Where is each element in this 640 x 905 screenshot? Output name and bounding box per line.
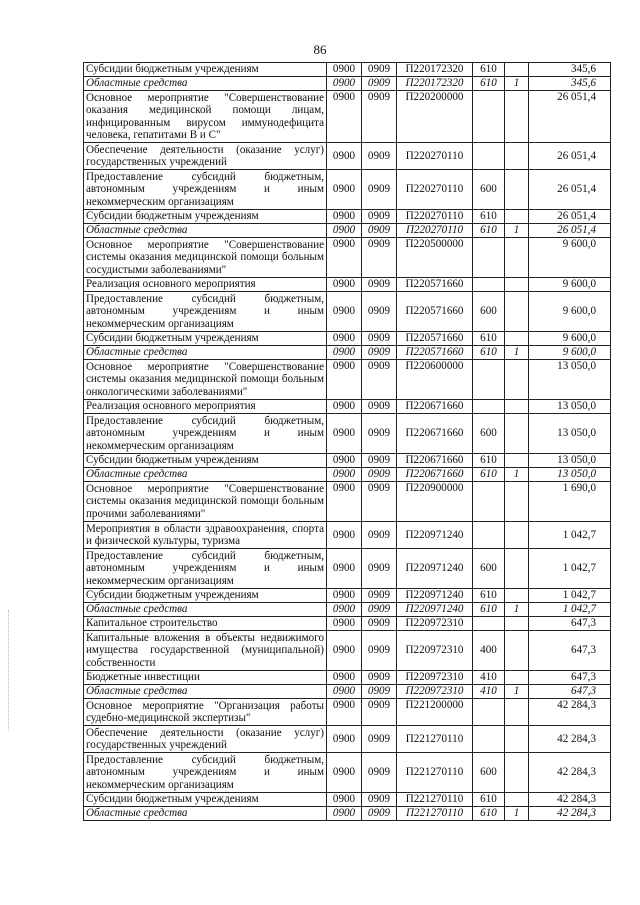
program-code-cell: 0900 xyxy=(327,360,362,400)
funding-source-cell xyxy=(505,753,529,793)
program-code-cell: 0900 xyxy=(327,143,362,170)
expense-type-cell: 610 xyxy=(473,793,505,807)
target-article-cell: П220971240 xyxy=(397,589,473,603)
amount-cell: 1 042,7 xyxy=(529,522,611,549)
table-row xyxy=(84,685,611,699)
section-code-cell: 0909 xyxy=(362,482,397,522)
target-article-cell: П220270110 xyxy=(397,210,473,224)
target-article-cell: П220971240 xyxy=(397,549,473,589)
target-article-cell: П220270110 xyxy=(397,224,473,238)
row-name-cell: Субсидии бюджетным учреждениям xyxy=(84,589,327,603)
scan-edge-marks xyxy=(8,610,10,730)
section-code-cell: 0909 xyxy=(362,468,397,482)
expense-type-cell: 610 xyxy=(473,224,505,238)
expense-type-cell: 610 xyxy=(473,468,505,482)
row-name-cell: Реализация основного мероприятия xyxy=(84,278,327,292)
funding-source-cell xyxy=(505,210,529,224)
expense-type-cell: 410 xyxy=(473,685,505,699)
program-code-cell: 0900 xyxy=(327,400,362,414)
amount-cell: 26 051,4 xyxy=(529,224,611,238)
target-article-cell: П220671660 xyxy=(397,400,473,414)
funding-source-cell xyxy=(505,400,529,414)
amount-cell: 647,3 xyxy=(529,671,611,685)
expense-type-cell: 410 xyxy=(473,671,505,685)
row-name-cell: Основное мероприятие "Совершенствование системы оказания медицинской помощи больным онкологическими заболеваниями" xyxy=(84,360,327,400)
target-article-cell: П220971240 xyxy=(397,522,473,549)
row-name-cell: Предоставление субсидий бюджетным, автономным учреждениям и иным некоммерческим организациям xyxy=(84,753,327,793)
expense-type-cell: 610 xyxy=(473,589,505,603)
funding-source-cell xyxy=(505,454,529,468)
expense-type-cell xyxy=(473,143,505,170)
target-article-cell: П221270110 xyxy=(397,753,473,793)
program-code-cell: 0900 xyxy=(327,278,362,292)
funding-source-cell xyxy=(505,360,529,400)
section-code-cell: 0909 xyxy=(362,522,397,549)
target-article-cell: П221200000 xyxy=(397,699,473,726)
table-row xyxy=(84,589,611,603)
table-row xyxy=(84,522,611,549)
row-name-cell: Капитальные вложения в объекты недвижимого имущества государственной (муниципальной) собственности xyxy=(84,631,327,671)
section-code-cell: 0909 xyxy=(362,617,397,631)
section-code-cell: 0909 xyxy=(362,699,397,726)
table-row xyxy=(84,360,611,400)
expense-type-cell: 610 xyxy=(473,332,505,346)
target-article-cell: П220972310 xyxy=(397,685,473,699)
amount-cell: 42 284,3 xyxy=(529,699,611,726)
table-row xyxy=(84,332,611,346)
table-row xyxy=(84,468,611,482)
expense-type-cell: 600 xyxy=(473,170,505,210)
budget-table xyxy=(83,62,611,821)
funding-source-cell xyxy=(505,549,529,589)
funding-source-cell xyxy=(505,63,529,77)
target-article-cell: П220270110 xyxy=(397,170,473,210)
funding-source-cell: 1 xyxy=(505,77,529,91)
table-row xyxy=(84,210,611,224)
funding-source-cell: 1 xyxy=(505,468,529,482)
table-row xyxy=(84,77,611,91)
table-row xyxy=(84,617,611,631)
section-code-cell: 0909 xyxy=(362,292,397,332)
section-code-cell: 0909 xyxy=(362,91,397,143)
section-code-cell: 0909 xyxy=(362,238,397,278)
table-row xyxy=(84,807,611,821)
expense-type-cell xyxy=(473,91,505,143)
section-code-cell: 0909 xyxy=(362,400,397,414)
target-article-cell: П221270110 xyxy=(397,807,473,821)
program-code-cell: 0900 xyxy=(327,603,362,617)
funding-source-cell xyxy=(505,671,529,685)
expense-type-cell: 600 xyxy=(473,753,505,793)
amount-cell: 13 050,0 xyxy=(529,454,611,468)
section-code-cell: 0909 xyxy=(362,549,397,589)
funding-source-cell xyxy=(505,170,529,210)
amount-cell: 42 284,3 xyxy=(529,793,611,807)
table-row xyxy=(84,414,611,454)
row-name-cell: Реализация основного мероприятия xyxy=(84,400,327,414)
section-code-cell: 0909 xyxy=(362,793,397,807)
amount-cell: 1 690,0 xyxy=(529,482,611,522)
row-name-cell: Предоставление субсидий бюджетным, автономным учреждениям и иным некоммерческим организациям xyxy=(84,170,327,210)
funding-source-cell: 1 xyxy=(505,224,529,238)
row-name-cell: Предоставление субсидий бюджетным, автономным учреждениям и иным некоммерческим организациям xyxy=(84,292,327,332)
program-code-cell: 0900 xyxy=(327,332,362,346)
funding-source-cell: 1 xyxy=(505,603,529,617)
program-code-cell: 0900 xyxy=(327,210,362,224)
funding-source-cell: 1 xyxy=(505,346,529,360)
section-code-cell: 0909 xyxy=(362,143,397,170)
amount-cell: 13 050,0 xyxy=(529,400,611,414)
row-name-cell: Областные средства xyxy=(84,807,327,821)
expense-type-cell: 600 xyxy=(473,292,505,332)
expense-type-cell: 610 xyxy=(473,63,505,77)
expense-type-cell xyxy=(473,522,505,549)
row-name-cell: Областные средства xyxy=(84,603,327,617)
section-code-cell: 0909 xyxy=(362,210,397,224)
amount-cell: 13 050,0 xyxy=(529,360,611,400)
funding-source-cell xyxy=(505,238,529,278)
target-article-cell: П220971240 xyxy=(397,603,473,617)
table-row xyxy=(84,63,611,77)
target-article-cell: П220571660 xyxy=(397,332,473,346)
table-row xyxy=(84,726,611,753)
table-row xyxy=(84,238,611,278)
table-row xyxy=(84,793,611,807)
expense-type-cell xyxy=(473,238,505,278)
program-code-cell: 0900 xyxy=(327,699,362,726)
row-name-cell: Областные средства xyxy=(84,468,327,482)
funding-source-cell: 1 xyxy=(505,685,529,699)
section-code-cell: 0909 xyxy=(362,170,397,210)
program-code-cell: 0900 xyxy=(327,671,362,685)
program-code-cell: 0900 xyxy=(327,589,362,603)
amount-cell: 647,3 xyxy=(529,685,611,699)
target-article-cell: П220200000 xyxy=(397,91,473,143)
funding-source-cell: 1 xyxy=(505,807,529,821)
row-name-cell: Предоставление субсидий бюджетным, автономным учреждениям и иным некоммерческим организациям xyxy=(84,414,327,454)
table-row xyxy=(84,603,611,617)
section-code-cell: 0909 xyxy=(362,454,397,468)
funding-source-cell xyxy=(505,589,529,603)
section-code-cell: 0909 xyxy=(362,224,397,238)
target-article-cell: П220671660 xyxy=(397,454,473,468)
expense-type-cell: 600 xyxy=(473,549,505,589)
section-code-cell: 0909 xyxy=(362,332,397,346)
amount-cell: 26 051,4 xyxy=(529,91,611,143)
amount-cell: 9 600,0 xyxy=(529,346,611,360)
table-row xyxy=(84,753,611,793)
table-row xyxy=(84,278,611,292)
target-article-cell: П220671660 xyxy=(397,414,473,454)
table-body xyxy=(84,63,611,821)
row-name-cell: Областные средства xyxy=(84,77,327,91)
row-name-cell: Субсидии бюджетным учреждениям xyxy=(84,793,327,807)
row-name-cell: Субсидии бюджетным учреждениям xyxy=(84,210,327,224)
amount-cell: 345,6 xyxy=(529,77,611,91)
amount-cell: 26 051,4 xyxy=(529,143,611,170)
target-article-cell: П220600000 xyxy=(397,360,473,400)
section-code-cell: 0909 xyxy=(362,346,397,360)
expense-type-cell xyxy=(473,278,505,292)
amount-cell: 13 050,0 xyxy=(529,414,611,454)
table-row xyxy=(84,671,611,685)
target-article-cell: П221270110 xyxy=(397,726,473,753)
table-row xyxy=(84,292,611,332)
program-code-cell: 0900 xyxy=(327,63,362,77)
target-article-cell: П220172320 xyxy=(397,77,473,91)
target-article-cell: П221270110 xyxy=(397,793,473,807)
row-name-cell: Обеспечение деятельности (оказание услуг) государственных учреждений xyxy=(84,726,327,753)
target-article-cell: П220671660 xyxy=(397,468,473,482)
program-code-cell: 0900 xyxy=(327,170,362,210)
funding-source-cell xyxy=(505,631,529,671)
amount-cell: 345,6 xyxy=(529,63,611,77)
amount-cell: 647,3 xyxy=(529,631,611,671)
funding-source-cell xyxy=(505,699,529,726)
funding-source-cell xyxy=(505,793,529,807)
amount-cell: 9 600,0 xyxy=(529,238,611,278)
program-code-cell: 0900 xyxy=(327,238,362,278)
funding-source-cell xyxy=(505,143,529,170)
section-code-cell: 0909 xyxy=(362,726,397,753)
section-code-cell: 0909 xyxy=(362,671,397,685)
target-article-cell: П220500000 xyxy=(397,238,473,278)
target-article-cell: П220270110 xyxy=(397,143,473,170)
expense-type-cell: 610 xyxy=(473,77,505,91)
table-row xyxy=(84,224,611,238)
expense-type-cell: 610 xyxy=(473,346,505,360)
program-code-cell: 0900 xyxy=(327,807,362,821)
funding-source-cell xyxy=(505,522,529,549)
amount-cell: 42 284,3 xyxy=(529,753,611,793)
table-row xyxy=(84,454,611,468)
table-row xyxy=(84,549,611,589)
page-number: 86 xyxy=(313,42,327,57)
table-row xyxy=(84,91,611,143)
section-code-cell: 0909 xyxy=(362,414,397,454)
expense-type-cell xyxy=(473,726,505,753)
expense-type-cell: 610 xyxy=(473,454,505,468)
table-row xyxy=(84,699,611,726)
amount-cell: 1 042,7 xyxy=(529,603,611,617)
row-name-cell: Предоставление субсидий бюджетным, автономным учреждениям и иным некоммерческим организациям xyxy=(84,549,327,589)
funding-source-cell xyxy=(505,292,529,332)
section-code-cell: 0909 xyxy=(362,278,397,292)
table-row xyxy=(84,631,611,671)
target-article-cell: П220571660 xyxy=(397,292,473,332)
target-article-cell: П220972310 xyxy=(397,671,473,685)
program-code-cell: 0900 xyxy=(327,549,362,589)
program-code-cell: 0900 xyxy=(327,793,362,807)
row-name-cell: Основное мероприятие "Совершенствование системы оказания медицинской помощи больным прочими заболеваниями" xyxy=(84,482,327,522)
amount-cell: 647,3 xyxy=(529,617,611,631)
target-article-cell: П220972310 xyxy=(397,631,473,671)
row-name-cell: Основное мероприятие "Совершенствование оказания медицинской помощи лицам, инфицированным вирусом иммунодефицита человека, гепатитами В и С" xyxy=(84,91,327,143)
section-code-cell: 0909 xyxy=(362,589,397,603)
row-name-cell: Субсидии бюджетным учреждениям xyxy=(84,63,327,77)
table-row xyxy=(84,346,611,360)
table-row xyxy=(84,400,611,414)
row-name-cell: Областные средства xyxy=(84,224,327,238)
target-article-cell: П220972310 xyxy=(397,617,473,631)
amount-cell: 1 042,7 xyxy=(529,549,611,589)
row-name-cell: Бюджетные инвестиции xyxy=(84,671,327,685)
row-name-cell: Субсидии бюджетным учреждениям xyxy=(84,332,327,346)
row-name-cell: Капитальное строительство xyxy=(84,617,327,631)
expense-type-cell: 610 xyxy=(473,807,505,821)
expense-type-cell: 610 xyxy=(473,603,505,617)
row-name-cell: Областные средства xyxy=(84,346,327,360)
program-code-cell: 0900 xyxy=(327,468,362,482)
section-code-cell: 0909 xyxy=(362,807,397,821)
program-code-cell: 0900 xyxy=(327,91,362,143)
amount-cell: 42 284,3 xyxy=(529,807,611,821)
program-code-cell: 0900 xyxy=(327,482,362,522)
section-code-cell: 0909 xyxy=(362,63,397,77)
expense-type-cell xyxy=(473,699,505,726)
amount-cell: 9 600,0 xyxy=(529,278,611,292)
program-code-cell: 0900 xyxy=(327,685,362,699)
amount-cell: 9 600,0 xyxy=(529,292,611,332)
funding-source-cell xyxy=(505,332,529,346)
row-name-cell: Субсидии бюджетным учреждениям xyxy=(84,454,327,468)
program-code-cell: 0900 xyxy=(327,522,362,549)
amount-cell: 13 050,0 xyxy=(529,468,611,482)
program-code-cell: 0900 xyxy=(327,726,362,753)
section-code-cell: 0909 xyxy=(362,753,397,793)
funding-source-cell xyxy=(505,278,529,292)
funding-source-cell xyxy=(505,617,529,631)
target-article-cell: П220571660 xyxy=(397,278,473,292)
expense-type-cell xyxy=(473,360,505,400)
program-code-cell: 0900 xyxy=(327,631,362,671)
expense-type-cell: 600 xyxy=(473,414,505,454)
program-code-cell: 0900 xyxy=(327,414,362,454)
amount-cell: 42 284,3 xyxy=(529,726,611,753)
table-row xyxy=(84,143,611,170)
program-code-cell: 0900 xyxy=(327,454,362,468)
row-name-cell: Обеспечение деятельности (оказание услуг) государственных учреждений xyxy=(84,143,327,170)
program-code-cell: 0900 xyxy=(327,77,362,91)
program-code-cell: 0900 xyxy=(327,617,362,631)
target-article-cell: П220172320 xyxy=(397,63,473,77)
program-code-cell: 0900 xyxy=(327,224,362,238)
section-code-cell: 0909 xyxy=(362,77,397,91)
program-code-cell: 0900 xyxy=(327,753,362,793)
section-code-cell: 0909 xyxy=(362,603,397,617)
funding-source-cell xyxy=(505,482,529,522)
section-code-cell: 0909 xyxy=(362,685,397,699)
row-name-cell: Основное мероприятие "Совершенствование системы оказания медицинской помощи больным сосудистыми заболеваниями" xyxy=(84,238,327,278)
expense-type-cell: 400 xyxy=(473,631,505,671)
table-row xyxy=(84,170,611,210)
expense-type-cell xyxy=(473,617,505,631)
table-row xyxy=(84,482,611,522)
row-name-cell: Мероприятия в области здравоохранения, спорта и физической культуры, туризма xyxy=(84,522,327,549)
funding-source-cell xyxy=(505,726,529,753)
row-name-cell: Областные средства xyxy=(84,685,327,699)
expense-type-cell: 610 xyxy=(473,210,505,224)
program-code-cell: 0900 xyxy=(327,346,362,360)
amount-cell: 26 051,4 xyxy=(529,170,611,210)
expense-type-cell xyxy=(473,400,505,414)
row-name-cell: Основное мероприятие "Организация работы судебно-медицинской экспертизы" xyxy=(84,699,327,726)
funding-source-cell xyxy=(505,91,529,143)
amount-cell: 9 600,0 xyxy=(529,332,611,346)
target-article-cell: П220571660 xyxy=(397,346,473,360)
amount-cell: 26 051,4 xyxy=(529,210,611,224)
program-code-cell: 0900 xyxy=(327,292,362,332)
target-article-cell: П220900000 xyxy=(397,482,473,522)
amount-cell: 1 042,7 xyxy=(529,589,611,603)
funding-source-cell xyxy=(505,414,529,454)
section-code-cell: 0909 xyxy=(362,360,397,400)
section-code-cell: 0909 xyxy=(362,631,397,671)
expense-type-cell xyxy=(473,482,505,522)
